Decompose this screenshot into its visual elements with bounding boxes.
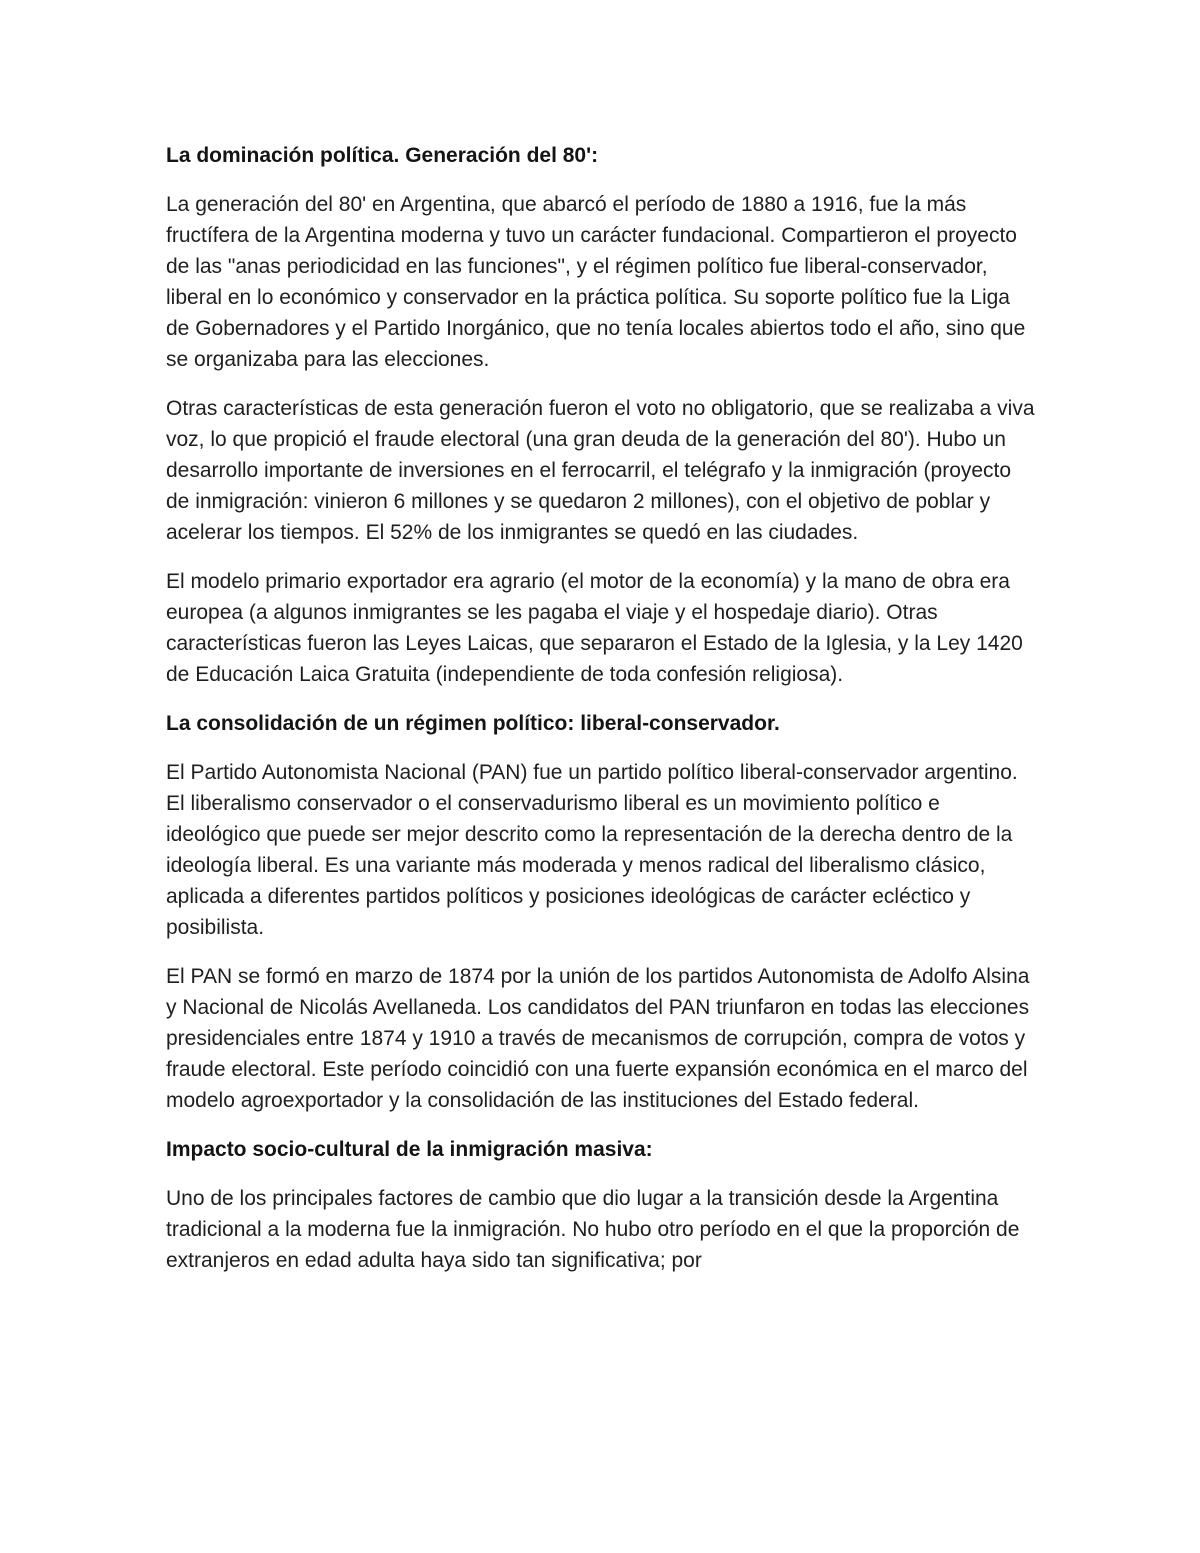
paragraph-modelo-primario: El modelo primario exportador era agrario (el motor de la economía) y la mano de obra era europea (a algunos inmigrantes se les pagaba el viaje y el hospedaje diario). Otras características fueron las Leyes Laicas, que separaron el Estado de la Iglesia, y la Ley 1420 de Educación Laica Gratuita (independiente de toda confesión religiosa). bbox=[166, 570, 1023, 686]
paragraph-inmigracion-cambio: Uno de los principales factores de cambio que dio lugar a la transición desde la Argentina tradicional a la moderna fue la inmigración. No hubo otro período en el que la proporción de extranjeros en edad adulta haya sido tan significativa; por bbox=[166, 1187, 1020, 1272]
paragraph-otras-caracteristicas: Otras características de esta generación fueron el voto no obligatorio, que se realizaba a viva voz, lo que propició el fraude electoral (una gran deuda de la generación del 80'). Hubo un desarrollo importante de inversiones en el ferrocarril, el telégrafo y la inmigración (proyecto de inmigración: vinieron 6 millones y se quedaron 2 millones), con el objetivo de poblar y acelerar los tiempos. El 52% de los inmigrantes se quedó en las ciudades. bbox=[166, 397, 1035, 544]
paragraph-generacion-80: La generación del 80' en Argentina, que abarcó el período de 1880 a 1916, fue la más fructífera de la Argentina moderna y tuvo un carácter fundacional. Compartieron el proyecto de las "anas periodicidad en las funciones", y el régimen político fue liberal-conservador, liberal en lo económico y conservador en la práctica política. Su soporte político fue la Liga de Gobernadores y el Partido Inorgánico, que no tenía locales abiertos todo el año, sino que se organizaba para las elecciones. bbox=[166, 193, 1026, 371]
document-page bbox=[166, 140, 1036, 1294]
section-heading-dominacion-politica: La dominación política. Generación del 80': bbox=[166, 144, 599, 167]
section-heading-consolidacion-regimen: La consolidación de un régimen político: liberal-conservador. bbox=[166, 712, 780, 735]
section-heading-impacto-inmigracion: Impacto socio-cultural de la inmigración masiva: bbox=[166, 1138, 653, 1161]
paragraph-pan-formacion: El PAN se formó en marzo de 1874 por la unión de los partidos Autonomista de Adolfo Alsina y Nacional de Nicolás Avellaneda. Los candidatos del PAN triunfaron en todas las elecciones presidenciales entre 1874 y 1910 a través de mecanismos de corrupción, compra de votos y fraude electoral. Este período coincidió con una fuerte expansión económica en el marco del modelo agroexportador y la consolidación de las instituciones del Estado federal. bbox=[166, 965, 1030, 1112]
paragraph-partido-autonomista: El Partido Autonomista Nacional (PAN) fue un partido político liberal-conservador argentino. El liberalismo conservador o el conservadurismo liberal es un movimiento político e ideológico que puede ser mejor descrito como la representación de la derecha dentro de la ideología liberal. Es una variante más moderada y menos radical del liberalismo clásico, aplicada a diferentes partidos políticos y posiciones ideológicas de carácter ecléctico y posibilista. bbox=[166, 761, 1018, 939]
